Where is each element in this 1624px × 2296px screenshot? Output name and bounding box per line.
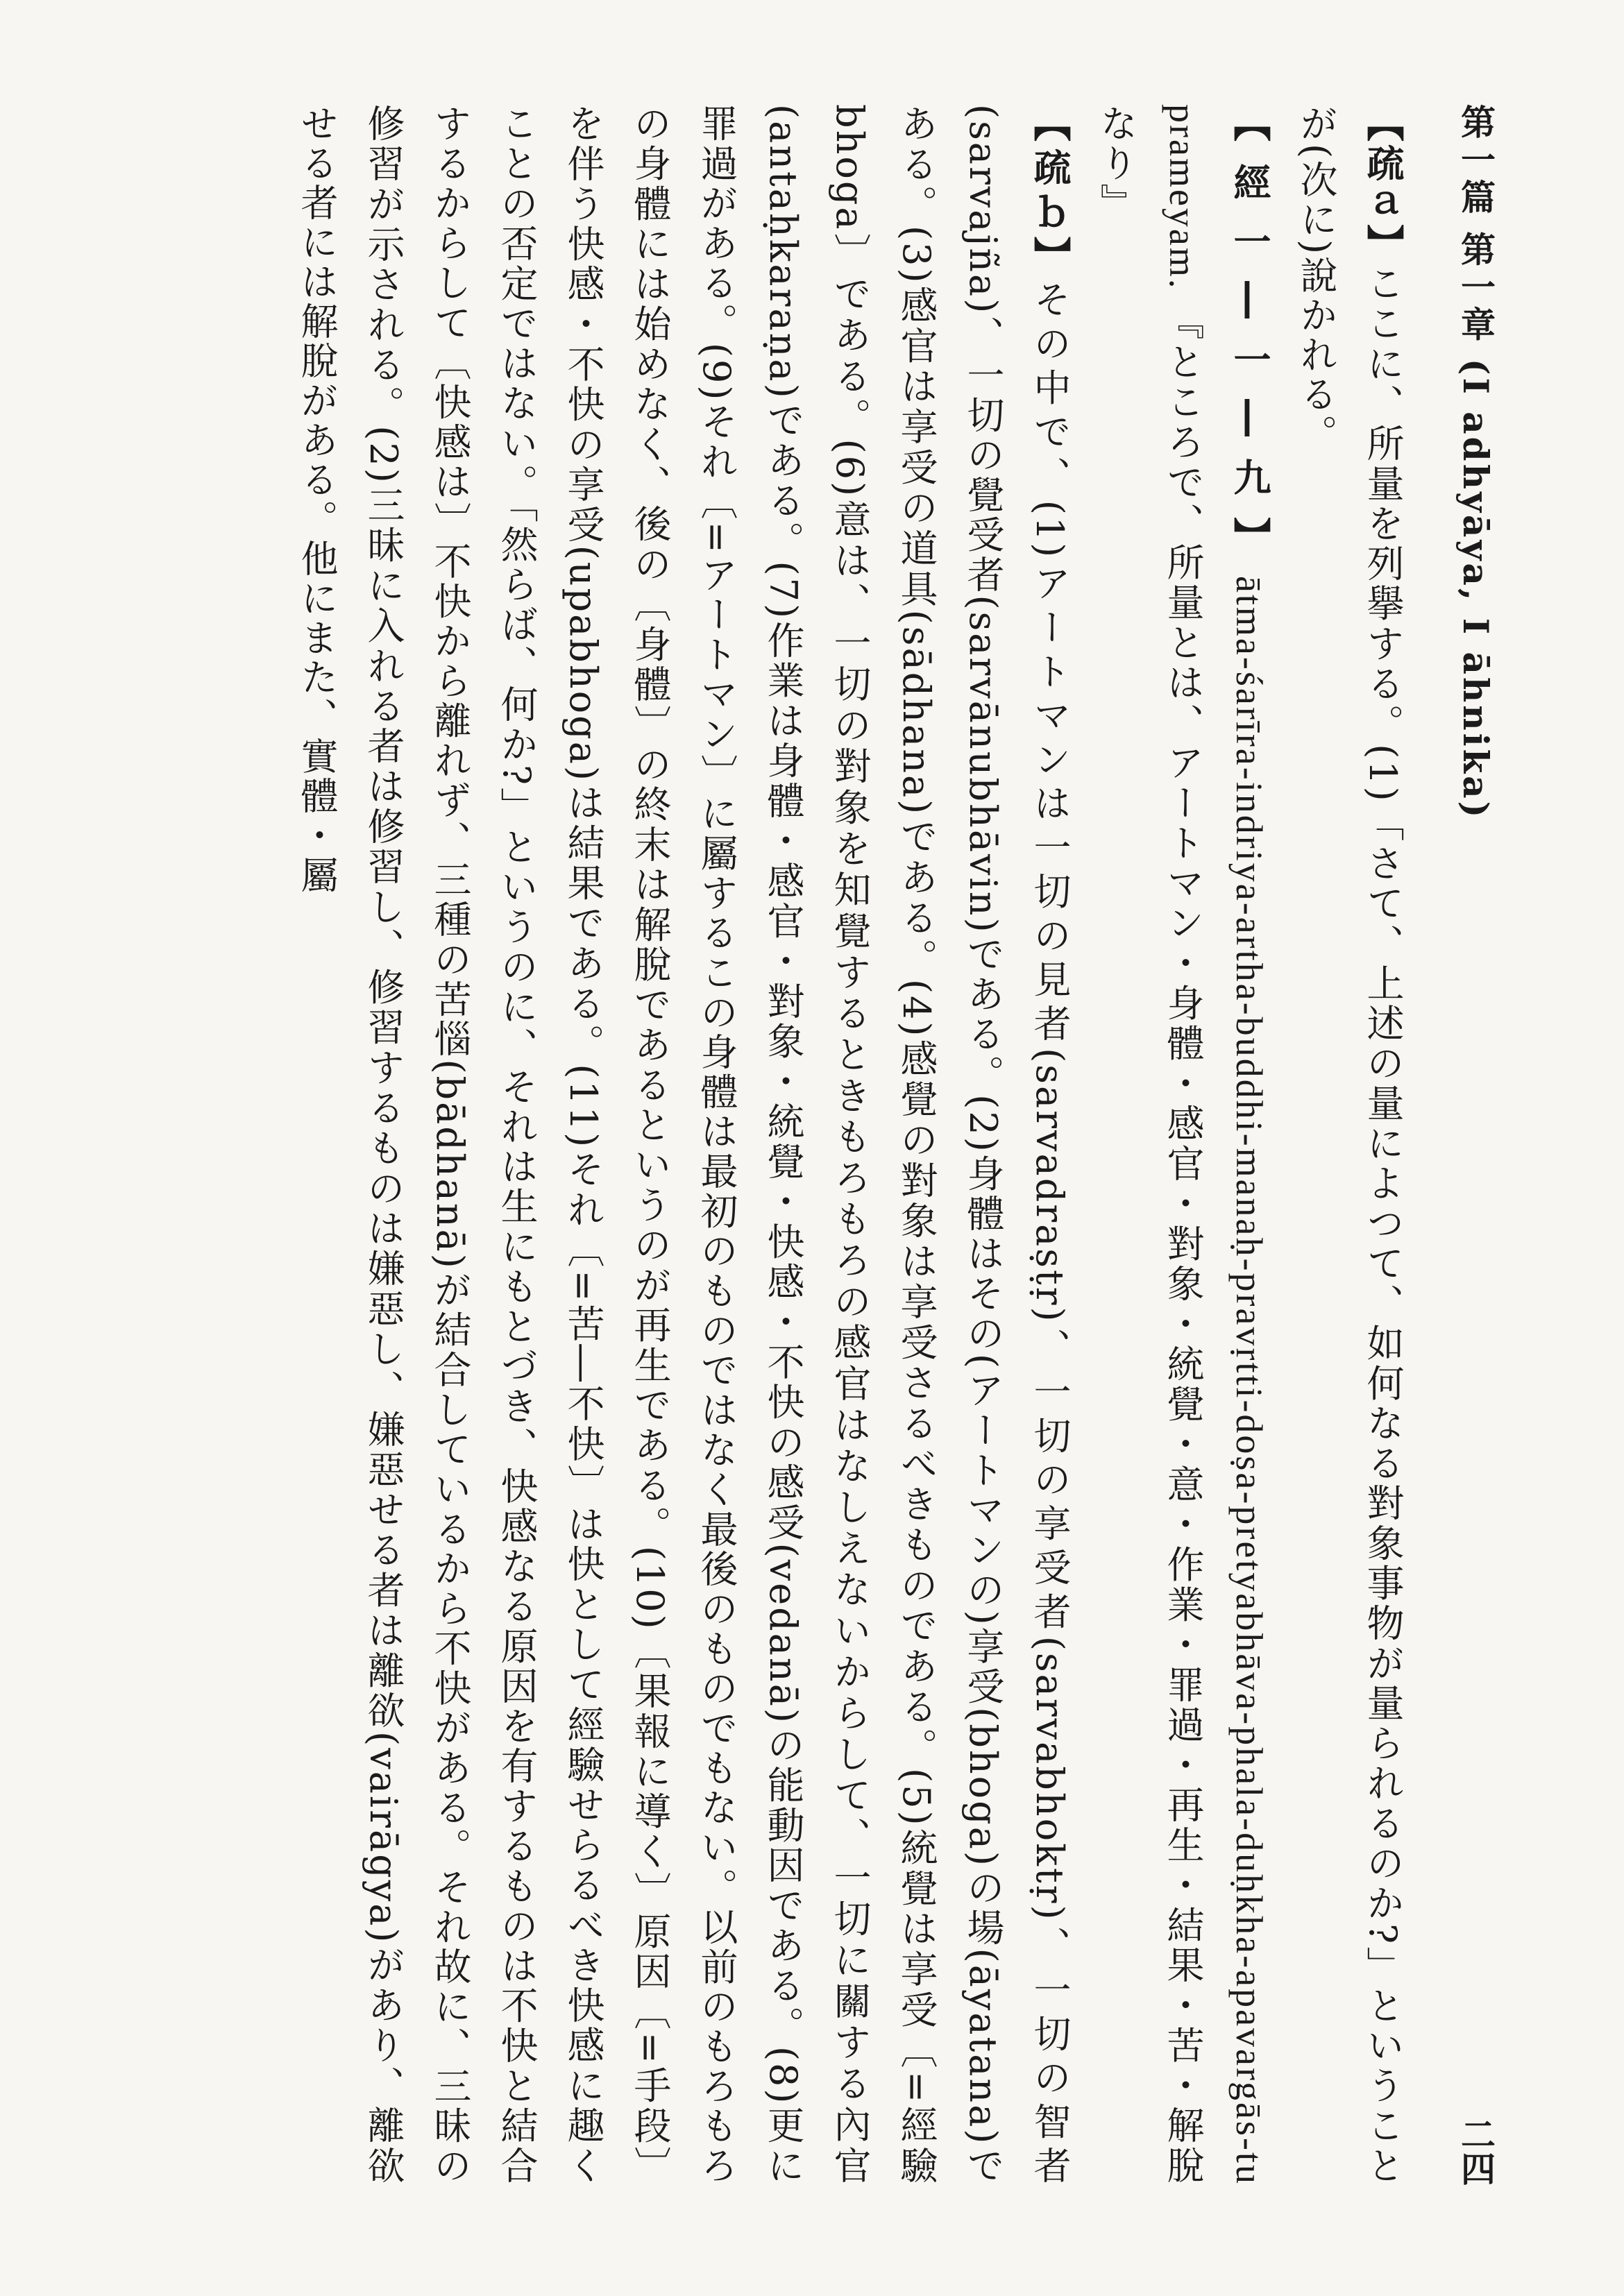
page-number: 二四	[1455, 2116, 1496, 2186]
paragraph-text: ātma-śarīra-indriya-artha-buddhi-manaḥ-pravṛtti-doṣa-pretyabhāva-phala-duḥkha-apavargās-tu prameyam. 『ところで、所量とは、アートマン・身體・感官・對象・統覺・意・作業・罪過・再生・結果・苦・解脫なり』	[1095, 104, 1270, 2186]
section-label: 【經一―一―九】	[1228, 104, 1271, 576]
paragraph-commentary-b	[283, 104, 1083, 2186]
running-title: 第一篇 第一章 (I adhyāya, I āhnika)	[1455, 104, 1496, 821]
body-text	[222, 104, 1416, 2186]
paragraph-text: その中で、(1)アートマンは一切の見者(sarvadraṣṭṛ)、一切の享受者(sarvabhoktṛ)、一切の智者(sarvajña)、一切の覺受者(sarvānubhāvin)である。(2)身體はその(アートマンの)享受(bhoga)の場(āyatana)である。(3)感官は享受の道具(sādhana)である。(4)感覺の對象は享受さるべきものである。(5)統覺は享受〔=經驗 bhoga〕である。(6)意は、一切の對象を知覺するときもろもろの感官はなしえないからして、一切に關する內官(antaḥkaraṇa)である。(7)作業は身體・感官・對象・統覺・快感・不快の感受(vedanā)の能動因である。(8)更に罪過がある。(9)それ〔=アートマン〕に屬するこの身體は最初のものではなく最後のものでもない。以前のもろもろの身體には始めなく、後の〔身體〕の終末は解脫であるというのが再生である。(10)〔果報に導く〕原因〔=手段〕を伴う快感・不快の享受(upabhoga)は結果である。(11)それ〔=苦―不快〕は快として經驗せらるべき快感に趣くことの否定ではない。「然らば、何か?」というのに、それは生にもとづき、快感なる原因を有するものは不快と結合するからして〔快感は〕不快から離れず、三種の苦惱(bādhanā)が結合しているから不快がある。それ故に、三昧の修習が示される。(2)三昧に入れる者は修習し、修習するものは嫌惡し、嫌惡せる者は離欲(vairāgya)があり、離欲せる者には解脫がある。他にまた、實體・屬	[295, 104, 1072, 2186]
paragraph-sutra-1-1-9	[1083, 104, 1283, 2186]
running-header	[1445, 104, 1506, 2186]
section-label: 【疏ｂ】	[1028, 104, 1072, 280]
section-label: 【疏ａ】	[1361, 104, 1405, 264]
paragraph-commentary-a	[1283, 104, 1416, 2186]
paragraph-text: ここに、所量を列擧する。(1)「さて、上述の量によつて、如何なる對象事物が量られるのか?」ということが(次に)說かれる。	[1294, 104, 1405, 2186]
